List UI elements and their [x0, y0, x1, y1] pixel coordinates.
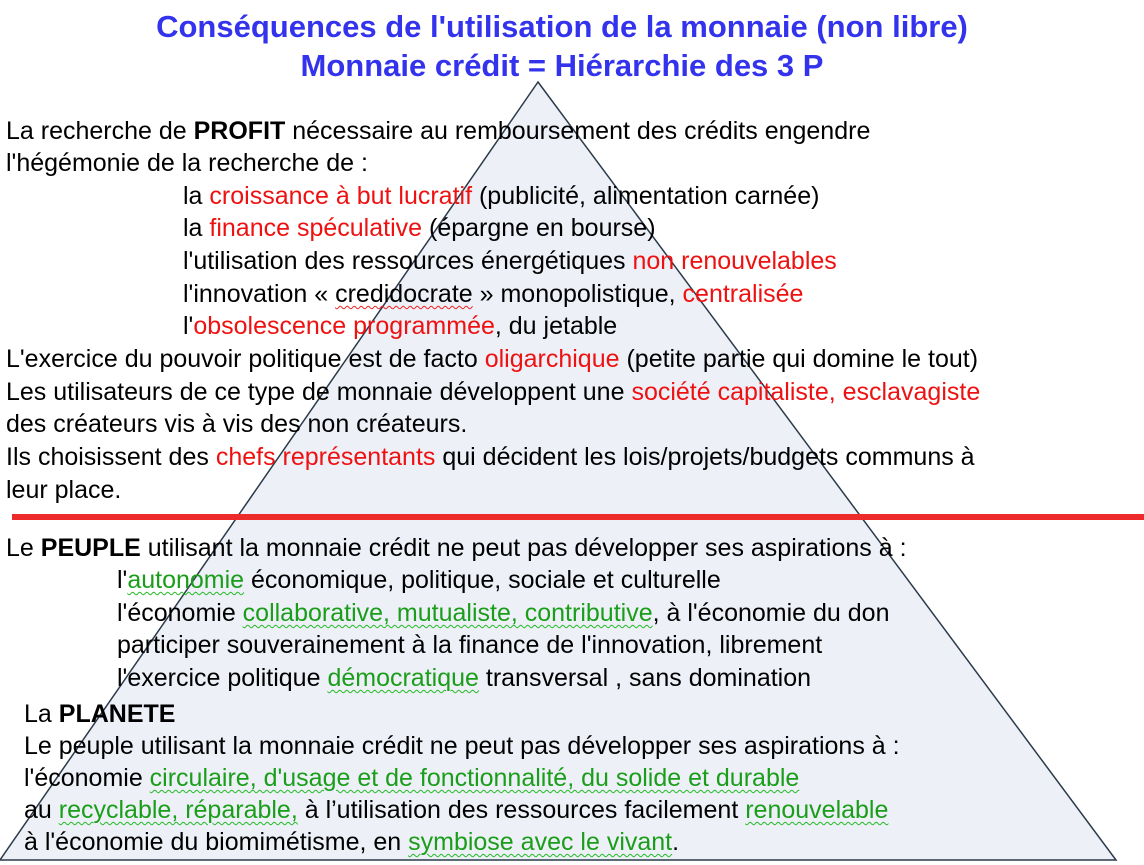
profit-chiefs-line1: Ils choisissent des chefs représentants qui décident les lois/projets/budgets communs à [6, 443, 975, 471]
profit-users-line2: des créateurs vis à vis des non créateurs. [6, 410, 468, 438]
planete-item-recyclable: au recyclable, réparable, à l’utilisation des ressources facilement renouvelable [24, 796, 889, 824]
profit-item-resources: l'utilisation des ressources énergétiques non renouvelables [183, 247, 837, 275]
section-divider [12, 514, 1144, 520]
planete-item-biomimicry: à l'économie du biomimétisme, en symbiose avec le vivant. [24, 828, 680, 856]
planete-item-circular: l'économie circulaire, d'usage et de fonctionnalité, du solide et durable [24, 764, 800, 792]
page-subtitle: Monnaie crédit = Hiérarchie des 3 P [300, 48, 824, 83]
peuple-item-politics: l'exercice politique démocratique transversal , sans domination [117, 664, 812, 692]
profit-users-line1: Les utilisateurs de ce type de monnaie développent une société capitaliste, esclavagiste [6, 378, 981, 406]
planete-intro: Le peuple utilisant la monnaie crédit ne peut pas développer ses aspirations à : [24, 732, 900, 760]
profit-politics-line: L'exercice du pouvoir politique est de facto oligarchique (petite partie qui domine le tout) [6, 345, 979, 373]
profit-intro-line2: l'hégémonie de la recherche de : [6, 149, 368, 177]
profit-item-obsolescence: l'obsolescence programmée, du jetable [183, 312, 618, 340]
profit-item-finance: la finance spéculative (épargne en bourse) [183, 214, 656, 242]
planete-heading: La PLANETE [24, 700, 176, 728]
profit-intro-line1: La recherche de PROFIT nécessaire au remboursement des crédits engendre [6, 117, 871, 145]
profit-chiefs-line2: leur place. [6, 476, 122, 504]
peuple-item-innovation: participer souverainement à la finance de l'innovation, librement [117, 631, 823, 659]
profit-item-innovation: l'innovation « credidocrate » monopolistique, centralisée [183, 280, 804, 308]
peuple-intro: Le PEUPLE utilisant la monnaie crédit ne peut pas développer ses aspirations à : [6, 534, 907, 562]
peuple-item-autonomy: l'autonomie économique, politique, sociale et culturelle [117, 566, 721, 594]
page-title: Conséquences de l'utilisation de la monnaie (non libre) [156, 9, 968, 44]
profit-item-growth: la croissance à but lucratif (publicité, alimentation carnée) [183, 182, 820, 210]
peuple-item-economy: l'économie collaborative, mutualiste, contributive, à l'économie du don [117, 599, 890, 627]
